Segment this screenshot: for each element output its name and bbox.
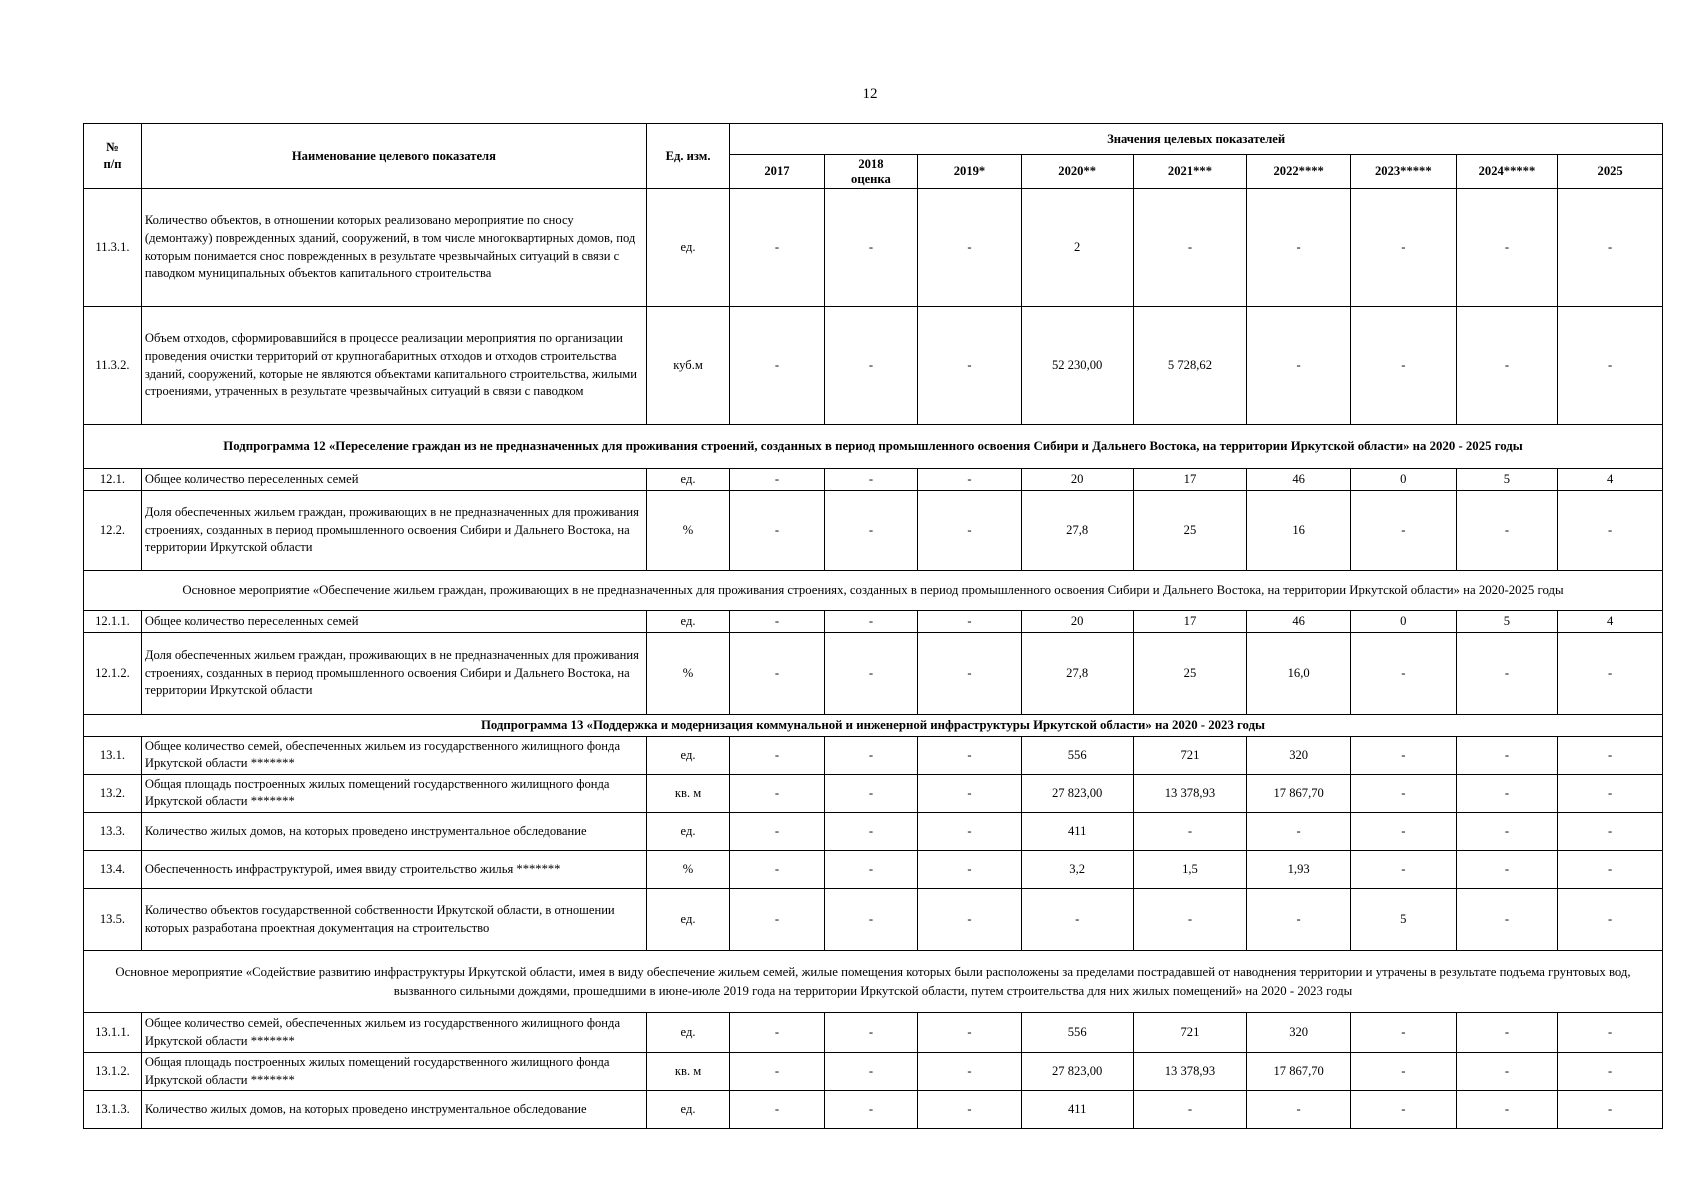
table-row [84,189,1663,307]
table-row [84,633,1663,715]
value-cell: - [824,1013,917,1053]
value-cell: - [1558,851,1663,889]
header-name: Наименование целевого показателя [141,124,646,189]
value-cell: 4 [1558,611,1663,633]
value-cell: - [730,1013,824,1053]
value-cell: - [824,1091,917,1129]
indicator-name: Количество объектов, в отношении которых реализовано мероприятие по сносу (демонтажу) поврежденных зданий, сооружений, в том числе многоквартирных домов, под которым понимается снос поврежденных в результате чрезвычайных ситуаций в связи с паводком муниципальных объектов капитального строительства [141,189,646,307]
section-row [84,951,1663,1013]
value-cell: 46 [1247,469,1351,491]
value-cell: 27,8 [1021,633,1133,715]
indicator-name: Обеспеченность инфраструктурой, имея ввиду строительство жилья ******* [141,851,646,889]
value-cell: - [1350,851,1456,889]
row-number: 13.2. [84,774,142,812]
value-cell: - [1456,491,1558,571]
unit-cell: ед. [646,611,729,633]
value-cell: - [1456,736,1558,774]
value-cell: - [1133,813,1247,851]
value-cell: - [730,736,824,774]
value-cell: 556 [1021,1013,1133,1053]
value-cell: - [918,1013,1022,1053]
value-cell: - [1350,1053,1456,1091]
value-cell: - [730,189,824,307]
value-cell: - [1133,889,1247,951]
value-cell: - [918,633,1022,715]
value-cell: 25 [1133,491,1247,571]
unit-cell: ед. [646,813,729,851]
value-cell: - [730,774,824,812]
header-year: 2017 [730,155,824,189]
page-number: 12 [862,86,878,102]
value-cell: 3,2 [1021,851,1133,889]
section-title: Подпрограмма 12 «Переселение граждан из не предназначенных для проживания строений, созданных в период промышленного освоения Сибири и Дальнего Востока, на территории Иркутской области» на 2020 - 2025 годы [84,425,1663,469]
value-cell: - [1350,633,1456,715]
indicator-name: Общая площадь построенных жилых помещений государственного жилищного фонда Иркутской области ******* [141,1053,646,1091]
table-row [84,469,1663,491]
row-number: 13.5. [84,889,142,951]
table-row [84,611,1663,633]
row-number: 12.1.2. [84,633,142,715]
header-year: 2021*** [1133,155,1247,189]
table-row [84,307,1663,425]
value-cell: - [824,491,917,571]
section-row [84,571,1663,611]
header-values-group: Значения целевых показателей [730,124,1663,155]
value-cell: - [824,813,917,851]
value-cell: 27,8 [1021,491,1133,571]
value-cell: - [918,851,1022,889]
row-number: 13.4. [84,851,142,889]
indicator-name: Объем отходов, сформировавшийся в процессе реализации мероприятия по организации проведения очистки территорий от крупногабаритных отходов и отходов строительства зданий, сооружений, которые не являются объектами капитального строительства, жилыми строениями, утраченных в результате чрезвычайных ситуаций в связи с паводком [141,307,646,425]
row-number: 12.1. [84,469,142,491]
value-cell: - [1350,736,1456,774]
table-row [84,1013,1663,1053]
section-row [84,425,1663,469]
value-cell: - [1133,189,1247,307]
value-cell: 20 [1021,611,1133,633]
value-cell: 4 [1558,469,1663,491]
table-row [84,774,1663,812]
table-row [84,491,1663,571]
indicator-name: Общая площадь построенных жилых помещений государственного жилищного фонда Иркутской области ******* [141,774,646,812]
value-cell: 17 [1133,611,1247,633]
value-cell: - [918,491,1022,571]
value-cell: - [1456,889,1558,951]
row-number: 12.2. [84,491,142,571]
indicator-name: Общее количество переселенных семей [141,611,646,633]
header-year: 2023***** [1350,155,1456,189]
value-cell: - [1247,1091,1351,1129]
unit-cell: куб.м [646,307,729,425]
section-row [84,715,1663,737]
value-cell: - [1558,491,1663,571]
section-title: Основное мероприятие «Обеспечение жильем граждан, проживающих в не предназначенных для проживания строениях, созданных в период промышленного освоения Сибири и Дальнего Востока, на территории Иркутской области» на 2020-2025 годы [84,571,1663,611]
value-cell: - [918,611,1022,633]
value-cell: 52 230,00 [1021,307,1133,425]
value-cell: - [1558,736,1663,774]
value-cell: - [1350,813,1456,851]
value-cell: 25 [1133,633,1247,715]
header-year: 2020** [1021,155,1133,189]
value-cell: - [730,851,824,889]
value-cell: 721 [1133,1013,1247,1053]
indicator-name: Общее количество переселенных семей [141,469,646,491]
value-cell: 16,0 [1247,633,1351,715]
header-year: 2019* [918,155,1022,189]
value-cell: - [1021,889,1133,951]
value-cell: 320 [1247,736,1351,774]
value-cell: - [918,1053,1022,1091]
value-cell: 411 [1021,813,1133,851]
value-cell: 27 823,00 [1021,1053,1133,1091]
value-cell: 0 [1350,469,1456,491]
value-cell: - [824,1053,917,1091]
value-cell: 1,5 [1133,851,1247,889]
row-number: 13.1.1. [84,1013,142,1053]
value-cell: 0 [1350,611,1456,633]
value-cell: 5 [1456,469,1558,491]
value-cell: 556 [1021,736,1133,774]
table-row [84,1091,1663,1129]
value-cell: 721 [1133,736,1247,774]
value-cell: 27 823,00 [1021,774,1133,812]
value-cell: - [1558,633,1663,715]
value-cell: 17 867,70 [1247,774,1351,812]
section-title: Основное мероприятие «Содействие развитию инфраструктуры Иркутской области, имея в виду обеспечение жильем семей, жилые помещения которых были расположены за пределами пострадавшей от наводнения территории и утрачены в результате подъема грунтовых вод, вызванного сильными дождями, прошедшими в июне-июле 2019 года на территории Иркутской области, путем строительства для них жилых помещений» на 2020 - 2023 годы [84,951,1663,1013]
value-cell: 17 [1133,469,1247,491]
value-cell: - [918,774,1022,812]
value-cell: 20 [1021,469,1133,491]
value-cell: 5 [1350,889,1456,951]
value-cell: - [824,889,917,951]
value-cell: - [918,889,1022,951]
table-row [84,889,1663,951]
value-cell: - [1558,1091,1663,1129]
value-cell: - [1247,889,1351,951]
unit-cell: ед. [646,469,729,491]
unit-cell: кв. м [646,774,729,812]
value-cell: - [1456,851,1558,889]
value-cell: - [824,189,917,307]
value-cell: - [1456,1013,1558,1053]
value-cell: 1,93 [1247,851,1351,889]
value-cell: - [1456,189,1558,307]
value-cell: - [1133,1091,1247,1129]
header-num: № п/п [84,124,142,189]
value-cell: 320 [1247,1013,1351,1053]
row-number: 11.3.1. [84,189,142,307]
value-cell: - [730,469,824,491]
value-cell: - [1350,1091,1456,1129]
value-cell: 13 378,93 [1133,1053,1247,1091]
value-cell: - [1456,633,1558,715]
unit-cell: ед. [646,736,729,774]
value-cell: - [1558,307,1663,425]
indicator-name: Количество жилых домов, на которых проведено инструментальное обследование [141,813,646,851]
value-cell: 46 [1247,611,1351,633]
indicator-name: Количество объектов государственной собственности Иркутской области, в отношении которых разработана проектная документация на строительство [141,889,646,951]
value-cell: - [1558,1053,1663,1091]
table-row [84,851,1663,889]
table-row [84,1053,1663,1091]
row-number: 13.1.2. [84,1053,142,1091]
table-header [84,124,1663,189]
value-cell: - [1247,307,1351,425]
value-cell: - [1247,813,1351,851]
target-indicators-table [83,123,1663,1129]
value-cell: - [730,307,824,425]
header-year: 2024***** [1456,155,1558,189]
unit-cell: ед. [646,1091,729,1129]
value-cell: - [1350,189,1456,307]
unit-cell: ед. [646,889,729,951]
value-cell: - [918,1091,1022,1129]
value-cell: - [1350,307,1456,425]
indicator-name: Общее количество семей, обеспеченных жильем из государственного жилищного фонда Иркутской области ******* [141,736,646,774]
value-cell: 411 [1021,1091,1133,1129]
unit-cell: ед. [646,1013,729,1053]
value-cell: - [1456,307,1558,425]
header-year: 2022**** [1247,155,1351,189]
header-unit: Ед. изм. [646,124,729,189]
value-cell: - [730,491,824,571]
value-cell: - [730,1053,824,1091]
unit-cell: % [646,633,729,715]
value-cell: - [730,1091,824,1129]
value-cell: - [918,736,1022,774]
value-cell: - [730,813,824,851]
row-number: 13.1. [84,736,142,774]
value-cell: - [1558,1013,1663,1053]
value-cell: - [918,189,1022,307]
value-cell: 5 728,62 [1133,307,1247,425]
value-cell: 16 [1247,491,1351,571]
unit-cell: % [646,491,729,571]
indicator-name: Доля обеспеченных жильем граждан, проживающих в не предназначенных для проживания строениях, созданных в период промышленного освоения Сибири и Дальнего Востока, на территории Иркутской области [141,633,646,715]
value-cell: - [1456,813,1558,851]
value-cell: 2 [1021,189,1133,307]
table-row [84,736,1663,774]
value-cell: - [1558,774,1663,812]
value-cell: - [824,611,917,633]
value-cell: - [824,851,917,889]
value-cell: - [824,774,917,812]
value-cell: - [1558,889,1663,951]
value-cell: - [918,813,1022,851]
value-cell: 5 [1456,611,1558,633]
row-number: 11.3.2. [84,307,142,425]
value-cell: - [824,307,917,425]
unit-cell: кв. м [646,1053,729,1091]
header-year: 2018 оценка [824,155,917,189]
value-cell: - [824,736,917,774]
value-cell: 13 378,93 [1133,774,1247,812]
value-cell: - [918,307,1022,425]
row-number: 12.1.1. [84,611,142,633]
value-cell: - [824,633,917,715]
value-cell: - [918,469,1022,491]
table-body [84,189,1663,1129]
unit-cell: ед. [646,189,729,307]
value-cell: - [824,469,917,491]
value-cell: - [1456,1091,1558,1129]
value-cell: - [730,633,824,715]
value-cell: - [1456,774,1558,812]
indicator-name: Количество жилых домов, на которых проведено инструментальное обследование [141,1091,646,1129]
row-number: 13.1.3. [84,1091,142,1129]
value-cell: - [1350,1013,1456,1053]
table-row [84,813,1663,851]
value-cell: - [1350,491,1456,571]
unit-cell: % [646,851,729,889]
section-title: Подпрограмма 13 «Поддержка и модернизация коммунальной и инженерной инфраструктуры Иркутской области» на 2020 - 2023 годы [84,715,1663,737]
value-cell: - [1350,774,1456,812]
value-cell: - [1558,189,1663,307]
header-year: 2025 [1558,155,1663,189]
value-cell: - [1558,813,1663,851]
indicator-name: Общее количество семей, обеспеченных жильем из государственного жилищного фонда Иркутской области ******* [141,1013,646,1053]
value-cell: - [1247,189,1351,307]
value-cell: - [730,611,824,633]
value-cell: 17 867,70 [1247,1053,1351,1091]
value-cell: - [1456,1053,1558,1091]
indicator-name: Доля обеспеченных жильем граждан, проживающих в не предназначенных для проживания строениях, созданных в период промышленного освоения Сибири и Дальнего Востока, на территории Иркутской области [141,491,646,571]
value-cell: - [730,889,824,951]
row-number: 13.3. [84,813,142,851]
